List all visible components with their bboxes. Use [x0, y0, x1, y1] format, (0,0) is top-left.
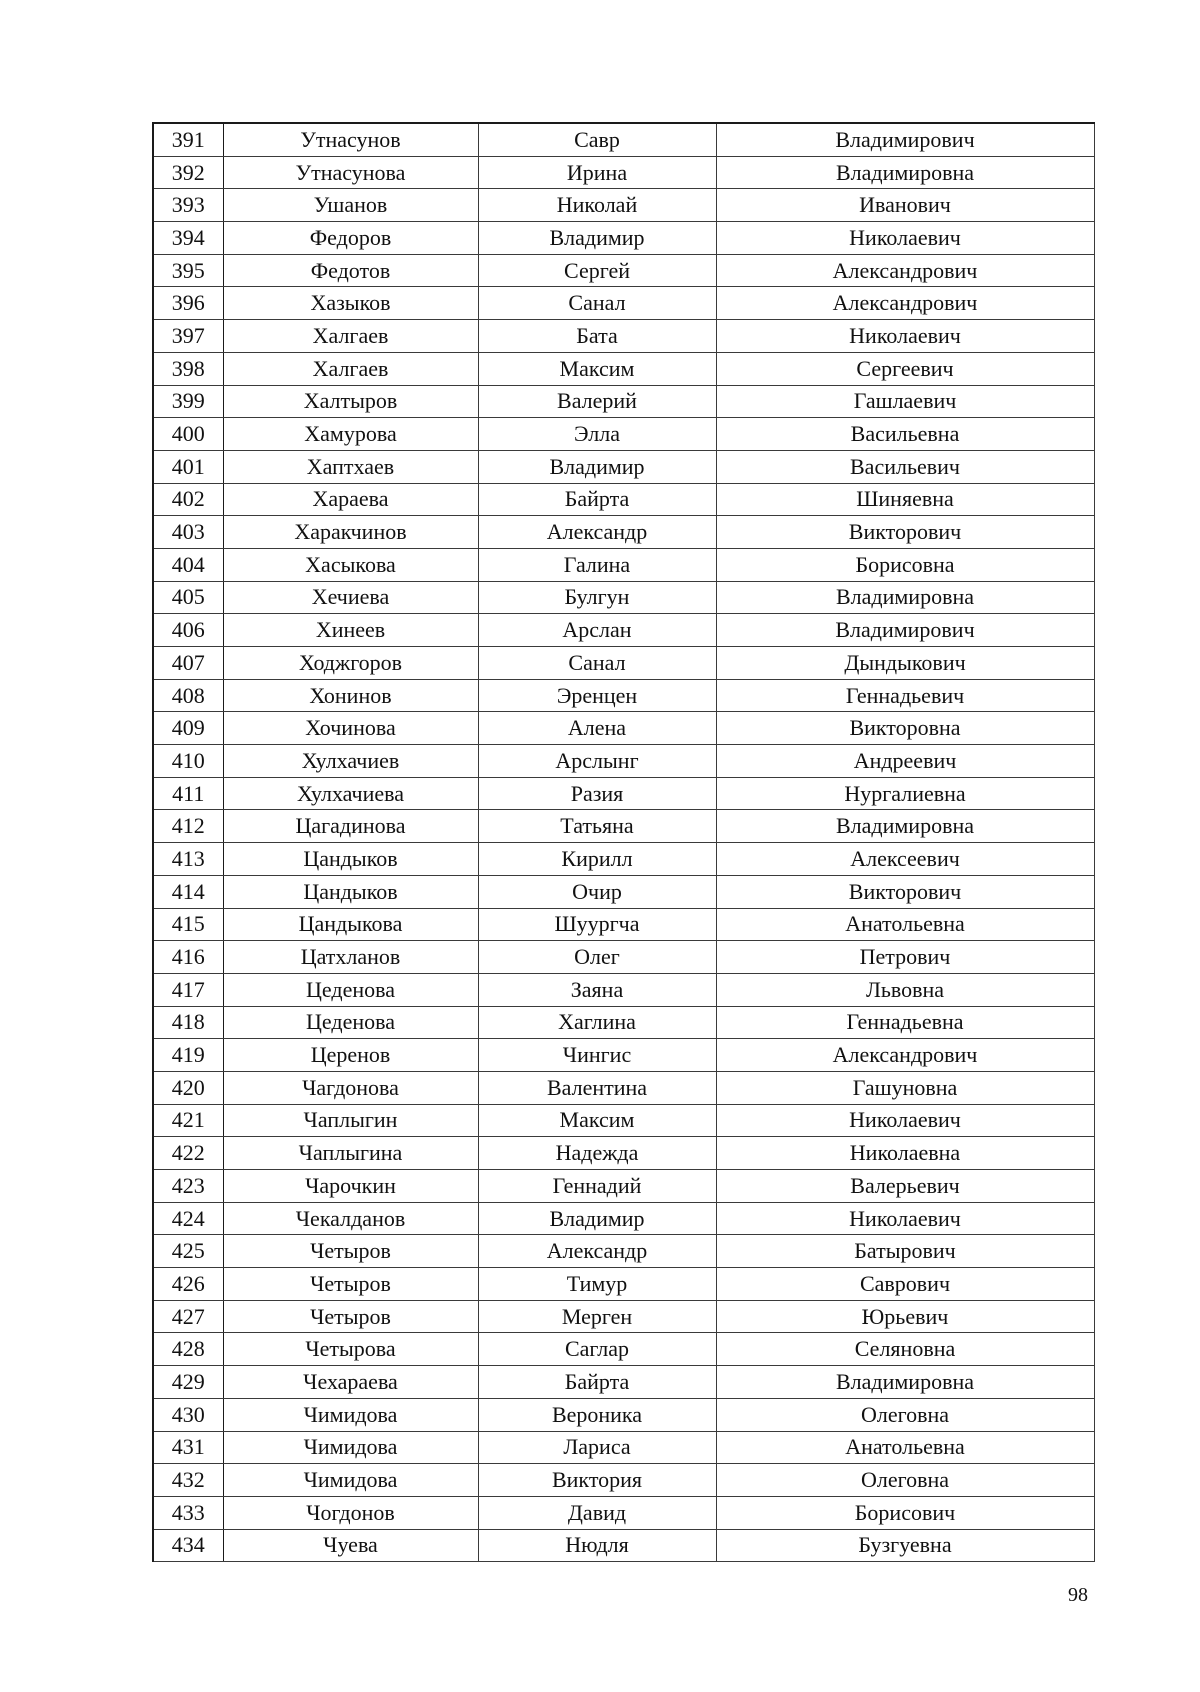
row-number-cell: 404: [153, 548, 223, 581]
patronymic-cell: Александрович: [716, 287, 1094, 320]
row-number-cell: 394: [153, 222, 223, 255]
first-name-cell: Арслан: [478, 614, 716, 647]
row-number-cell: 430: [153, 1398, 223, 1431]
first-name-cell: Булгун: [478, 581, 716, 614]
row-number-cell: 418: [153, 1006, 223, 1039]
table-row: [153, 287, 1094, 320]
last-name-cell: Цатхланов: [223, 941, 478, 974]
patronymic-cell: Владимирович: [716, 614, 1094, 647]
table-row: [153, 1268, 1094, 1301]
table-row: [153, 1496, 1094, 1529]
row-number-cell: 396: [153, 287, 223, 320]
table-row: [153, 1039, 1094, 1072]
last-name-cell: Цеденова: [223, 973, 478, 1006]
last-name-cell: Халгаев: [223, 320, 478, 353]
table-row: [153, 614, 1094, 647]
table-row: [153, 1235, 1094, 1268]
patronymic-cell: Петрович: [716, 941, 1094, 974]
patronymic-cell: Борисович: [716, 1496, 1094, 1529]
first-name-cell: Саглар: [478, 1333, 716, 1366]
patronymic-cell: Селяновна: [716, 1333, 1094, 1366]
last-name-cell: Харакчинов: [223, 516, 478, 549]
patronymic-cell: Львовна: [716, 973, 1094, 1006]
last-name-cell: Цагадинова: [223, 810, 478, 843]
first-name-cell: Санал: [478, 287, 716, 320]
first-name-cell: Нюдля: [478, 1529, 716, 1562]
table-row: [153, 1006, 1094, 1039]
row-number-cell: 428: [153, 1333, 223, 1366]
first-name-cell: Разия: [478, 777, 716, 810]
last-name-cell: Четыров: [223, 1235, 478, 1268]
last-name-cell: Чекалданов: [223, 1202, 478, 1235]
patronymic-cell: Александрович: [716, 1039, 1094, 1072]
patronymic-cell: Геннадьевич: [716, 679, 1094, 712]
first-name-cell: Давид: [478, 1496, 716, 1529]
patronymic-cell: Юрьевич: [716, 1300, 1094, 1333]
patronymic-cell: Васильевна: [716, 418, 1094, 451]
table-row: [153, 843, 1094, 876]
patronymic-cell: Иванович: [716, 189, 1094, 222]
row-number-cell: 391: [153, 123, 223, 156]
last-name-cell: Чимидова: [223, 1398, 478, 1431]
row-number-cell: 425: [153, 1235, 223, 1268]
table-row: [153, 189, 1094, 222]
table-row: [153, 123, 1094, 156]
table-row: [153, 1137, 1094, 1170]
row-number-cell: 392: [153, 156, 223, 189]
table-row: [153, 1398, 1094, 1431]
patronymic-cell: Гашуновна: [716, 1071, 1094, 1104]
row-number-cell: 419: [153, 1039, 223, 1072]
patronymic-cell: Васильевич: [716, 450, 1094, 483]
first-name-cell: Байрта: [478, 483, 716, 516]
table-row: [153, 1464, 1094, 1497]
first-name-cell: Владимир: [478, 222, 716, 255]
patronymic-cell: Анатольевна: [716, 1431, 1094, 1464]
table-row: [153, 1431, 1094, 1464]
first-name-cell: Александр: [478, 516, 716, 549]
last-name-cell: Хулхачиева: [223, 777, 478, 810]
first-name-cell: Хаглина: [478, 1006, 716, 1039]
row-number-cell: 424: [153, 1202, 223, 1235]
last-name-cell: Чаплыгина: [223, 1137, 478, 1170]
row-number-cell: 412: [153, 810, 223, 843]
first-name-cell: Геннадий: [478, 1170, 716, 1203]
patronymic-cell: Владимировна: [716, 581, 1094, 614]
page-number: 98: [1068, 1584, 1088, 1606]
patronymic-cell: Владимирович: [716, 123, 1094, 156]
first-name-cell: Олег: [478, 941, 716, 974]
first-name-cell: Максим: [478, 352, 716, 385]
table-row: [153, 483, 1094, 516]
table-row: [153, 712, 1094, 745]
last-name-cell: Ходжгоров: [223, 647, 478, 680]
table-row: [153, 352, 1094, 385]
table-row: [153, 647, 1094, 680]
last-name-cell: Четыров: [223, 1268, 478, 1301]
first-name-cell: Кирилл: [478, 843, 716, 876]
table-row: [153, 1529, 1094, 1562]
table-row: [153, 1104, 1094, 1137]
first-name-cell: Очир: [478, 875, 716, 908]
last-name-cell: Чехараева: [223, 1366, 478, 1399]
patronymic-cell: Николаевич: [716, 1104, 1094, 1137]
patronymic-cell: Анатольевна: [716, 908, 1094, 941]
table-row: [153, 548, 1094, 581]
patronymic-cell: Викторович: [716, 516, 1094, 549]
row-number-cell: 431: [153, 1431, 223, 1464]
first-name-cell: Валерий: [478, 385, 716, 418]
name-table-body: [153, 123, 1094, 1562]
first-name-cell: Заяна: [478, 973, 716, 1006]
last-name-cell: Утнасунова: [223, 156, 478, 189]
table-row: [153, 810, 1094, 843]
row-number-cell: 434: [153, 1529, 223, 1562]
table-row: [153, 1366, 1094, 1399]
row-number-cell: 427: [153, 1300, 223, 1333]
patronymic-cell: Владимировна: [716, 1366, 1094, 1399]
row-number-cell: 433: [153, 1496, 223, 1529]
table-row: [153, 581, 1094, 614]
patronymic-cell: Алексеевич: [716, 843, 1094, 876]
patronymic-cell: Саврович: [716, 1268, 1094, 1301]
first-name-cell: Владимир: [478, 450, 716, 483]
row-number-cell: 414: [153, 875, 223, 908]
row-number-cell: 410: [153, 745, 223, 778]
row-number-cell: 426: [153, 1268, 223, 1301]
first-name-cell: Мерген: [478, 1300, 716, 1333]
row-number-cell: 408: [153, 679, 223, 712]
table-row: [153, 385, 1094, 418]
last-name-cell: Хараева: [223, 483, 478, 516]
row-number-cell: 432: [153, 1464, 223, 1497]
patronymic-cell: Батырович: [716, 1235, 1094, 1268]
first-name-cell: Байрта: [478, 1366, 716, 1399]
first-name-cell: Валентина: [478, 1071, 716, 1104]
patronymic-cell: Валерьевич: [716, 1170, 1094, 1203]
row-number-cell: 409: [153, 712, 223, 745]
row-number-cell: 411: [153, 777, 223, 810]
patronymic-cell: Борисовна: [716, 548, 1094, 581]
patronymic-cell: Николаевич: [716, 222, 1094, 255]
row-number-cell: 400: [153, 418, 223, 451]
last-name-cell: Чагдонова: [223, 1071, 478, 1104]
row-number-cell: 395: [153, 254, 223, 287]
table-row: [153, 1333, 1094, 1366]
first-name-cell: Николай: [478, 189, 716, 222]
row-number-cell: 416: [153, 941, 223, 974]
table-row: [153, 1170, 1094, 1203]
patronymic-cell: Гашлаевич: [716, 385, 1094, 418]
first-name-cell: Максим: [478, 1104, 716, 1137]
patronymic-cell: Дындыкович: [716, 647, 1094, 680]
first-name-cell: Чингис: [478, 1039, 716, 1072]
patronymic-cell: Олеговна: [716, 1464, 1094, 1497]
last-name-cell: Хинеев: [223, 614, 478, 647]
first-name-cell: Элла: [478, 418, 716, 451]
last-name-cell: Чуева: [223, 1529, 478, 1562]
patronymic-cell: Владимировна: [716, 810, 1094, 843]
first-name-cell: Сергей: [478, 254, 716, 287]
patronymic-cell: Андреевич: [716, 745, 1094, 778]
row-number-cell: 402: [153, 483, 223, 516]
table-row: [153, 156, 1094, 189]
first-name-cell: Бата: [478, 320, 716, 353]
table-row: [153, 1071, 1094, 1104]
row-number-cell: 415: [153, 908, 223, 941]
table-row: [153, 777, 1094, 810]
last-name-cell: Цандыков: [223, 875, 478, 908]
table-row: [153, 450, 1094, 483]
table-row: [153, 516, 1094, 549]
last-name-cell: Халтыров: [223, 385, 478, 418]
patronymic-cell: Викторовна: [716, 712, 1094, 745]
row-number-cell: 423: [153, 1170, 223, 1203]
table-row: [153, 320, 1094, 353]
row-number-cell: 401: [153, 450, 223, 483]
row-number-cell: 429: [153, 1366, 223, 1399]
row-number-cell: 406: [153, 614, 223, 647]
last-name-cell: Хочинова: [223, 712, 478, 745]
row-number-cell: 421: [153, 1104, 223, 1137]
first-name-cell: Вероника: [478, 1398, 716, 1431]
patronymic-cell: Бузгуевна: [716, 1529, 1094, 1562]
row-number-cell: 405: [153, 581, 223, 614]
first-name-cell: Татьяна: [478, 810, 716, 843]
row-number-cell: 407: [153, 647, 223, 680]
first-name-cell: Александр: [478, 1235, 716, 1268]
patronymic-cell: Олеговна: [716, 1398, 1094, 1431]
row-number-cell: 413: [153, 843, 223, 876]
first-name-cell: Лариса: [478, 1431, 716, 1464]
first-name-cell: Эренцен: [478, 679, 716, 712]
row-number-cell: 417: [153, 973, 223, 1006]
table-row: [153, 875, 1094, 908]
last-name-cell: Чимидова: [223, 1431, 478, 1464]
table-row: [153, 222, 1094, 255]
last-name-cell: Чогдонов: [223, 1496, 478, 1529]
last-name-cell: Четырова: [223, 1333, 478, 1366]
table-row: [153, 745, 1094, 778]
row-number-cell: 397: [153, 320, 223, 353]
last-name-cell: Хаптхаев: [223, 450, 478, 483]
patronymic-cell: Николаевна: [716, 1137, 1094, 1170]
last-name-cell: Церенов: [223, 1039, 478, 1072]
row-number-cell: 393: [153, 189, 223, 222]
last-name-cell: Цеденова: [223, 1006, 478, 1039]
row-number-cell: 398: [153, 352, 223, 385]
patronymic-cell: Викторович: [716, 875, 1094, 908]
table-row: [153, 908, 1094, 941]
patronymic-cell: Николаевич: [716, 320, 1094, 353]
patronymic-cell: Нургалиевна: [716, 777, 1094, 810]
table-row: [153, 941, 1094, 974]
last-name-cell: Федотов: [223, 254, 478, 287]
patronymic-cell: Владимировна: [716, 156, 1094, 189]
first-name-cell: Виктория: [478, 1464, 716, 1497]
table-row: [153, 1202, 1094, 1235]
table-row: [153, 1300, 1094, 1333]
last-name-cell: Хазыков: [223, 287, 478, 320]
table-row: [153, 679, 1094, 712]
first-name-cell: Савр: [478, 123, 716, 156]
first-name-cell: Владимир: [478, 1202, 716, 1235]
last-name-cell: Чимидова: [223, 1464, 478, 1497]
patronymic-cell: Николаевич: [716, 1202, 1094, 1235]
last-name-cell: Ушанов: [223, 189, 478, 222]
last-name-cell: Цандыкова: [223, 908, 478, 941]
patronymic-cell: Геннадьевна: [716, 1006, 1094, 1039]
first-name-cell: Надежда: [478, 1137, 716, 1170]
row-number-cell: 403: [153, 516, 223, 549]
first-name-cell: Арслынг: [478, 745, 716, 778]
last-name-cell: Федоров: [223, 222, 478, 255]
first-name-cell: Тимур: [478, 1268, 716, 1301]
row-number-cell: 399: [153, 385, 223, 418]
last-name-cell: Халгаев: [223, 352, 478, 385]
table-row: [153, 254, 1094, 287]
patronymic-cell: Сергеевич: [716, 352, 1094, 385]
first-name-cell: Алена: [478, 712, 716, 745]
last-name-cell: Чарочкин: [223, 1170, 478, 1203]
last-name-cell: Хулхачиев: [223, 745, 478, 778]
last-name-cell: Хечиева: [223, 581, 478, 614]
row-number-cell: 422: [153, 1137, 223, 1170]
first-name-cell: Шуургча: [478, 908, 716, 941]
table-row: [153, 973, 1094, 1006]
last-name-cell: Хасыкова: [223, 548, 478, 581]
last-name-cell: Хонинов: [223, 679, 478, 712]
row-number-cell: 420: [153, 1071, 223, 1104]
last-name-cell: Цандыков: [223, 843, 478, 876]
patronymic-cell: Шиняевна: [716, 483, 1094, 516]
table-row: [153, 418, 1094, 451]
last-name-cell: Хамурова: [223, 418, 478, 451]
first-name-cell: Галина: [478, 548, 716, 581]
last-name-cell: Четыров: [223, 1300, 478, 1333]
first-name-cell: Ирина: [478, 156, 716, 189]
patronymic-cell: Александрович: [716, 254, 1094, 287]
last-name-cell: Чаплыгин: [223, 1104, 478, 1137]
name-table: [152, 122, 1095, 1562]
first-name-cell: Санал: [478, 647, 716, 680]
last-name-cell: Утнасунов: [223, 123, 478, 156]
